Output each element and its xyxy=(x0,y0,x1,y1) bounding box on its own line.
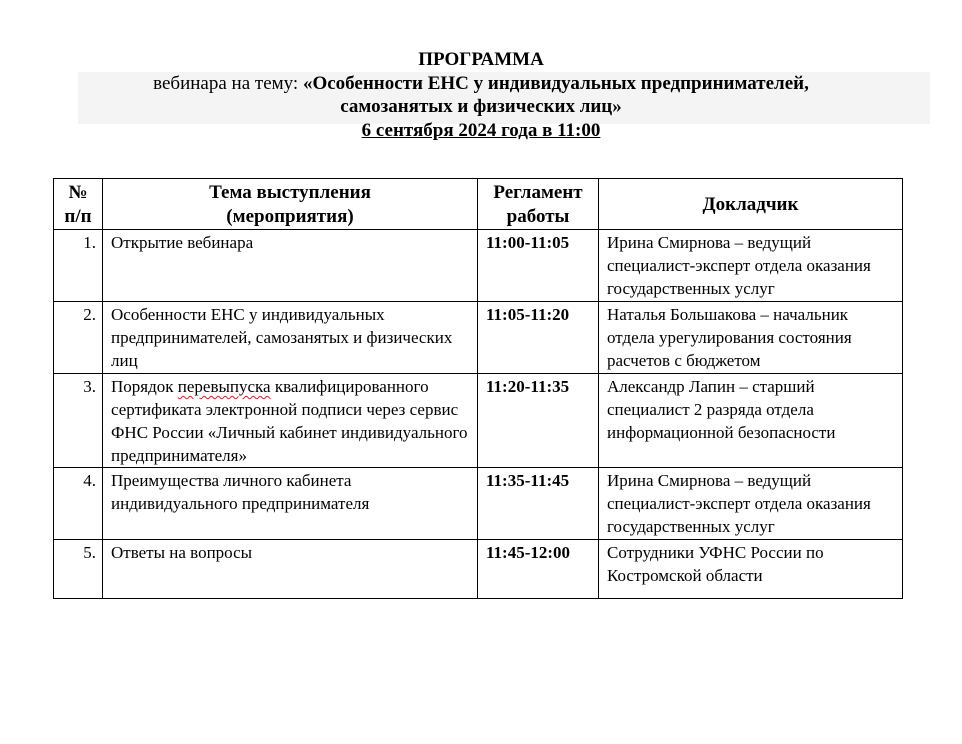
topic-title-part-2: самозанятых и физических лиц» xyxy=(340,96,622,117)
webinar-date: 6 сентября 2024 года в 11:00 xyxy=(361,119,601,141)
document-title: ПРОГРАММА xyxy=(418,49,544,70)
row-time: 11:05-11:20 xyxy=(478,302,599,374)
table-row xyxy=(54,540,903,599)
row-topic: Особенности ЕНС у индивидуальных предпринимателей, самозанятых и физических лиц xyxy=(103,302,478,374)
program-table xyxy=(53,178,903,599)
row-speaker: Сотрудники УФНС России по Костромской области xyxy=(599,540,903,599)
topic-prefix: вебинара на тему: xyxy=(153,72,303,94)
webinar-topic-line-1 xyxy=(0,72,962,96)
row-topic: Порядок перевыпуска квалифицированного сертификата электронной подписи через сервис ФНС России «Личный кабинет индивидуального предпринимателя» xyxy=(103,374,478,468)
header-topic: Тема выступления (мероприятия) xyxy=(103,179,478,230)
row-number: 5. xyxy=(54,540,103,599)
row-time: 11:00-11:05 xyxy=(478,230,599,302)
row-speaker: Ирина Смирнова – ведущий специалист-эксперт отдела оказания государственных услуг xyxy=(599,468,903,540)
table-row xyxy=(54,468,903,540)
row-time: 11:35-11:45 xyxy=(478,468,599,540)
row-number: 1. xyxy=(54,230,103,302)
row-time: 11:45-12:00 xyxy=(478,540,599,599)
topic-title-part-1: «Особенности ЕНС у индивидуальных предпринимателей, xyxy=(302,72,809,94)
row-number: 2. xyxy=(54,302,103,374)
row-number: 4. xyxy=(54,468,103,540)
row-topic: Ответы на вопросы xyxy=(103,540,478,599)
header-number: № п/п xyxy=(54,179,103,230)
row-topic: Преимущества личного кабинета индивидуального предпринимателя xyxy=(103,468,478,540)
header-speaker: Докладчик xyxy=(599,179,903,230)
spellcheck-flagged-word: перевыпуска xyxy=(177,377,271,396)
table-row xyxy=(54,230,903,302)
row-time: 11:20-11:35 xyxy=(478,374,599,468)
table-row xyxy=(54,374,903,468)
row-speaker: Наталья Большакова – начальник отдела урегулирования состояния расчетов с бюджетом xyxy=(599,302,903,374)
row-number: 3. xyxy=(54,374,103,468)
row-speaker: Александр Лапин – старший специалист 2 разряда отдела информационной безопасности xyxy=(599,374,903,468)
header-time: Регламент работы xyxy=(478,179,599,230)
document-header xyxy=(0,48,962,142)
table-header-row xyxy=(54,179,903,230)
table-row xyxy=(54,302,903,374)
row-topic: Открытие вебинара xyxy=(103,230,478,302)
row-speaker: Ирина Смирнова – ведущий специалист-эксперт отдела оказания государственных услуг xyxy=(599,230,903,302)
